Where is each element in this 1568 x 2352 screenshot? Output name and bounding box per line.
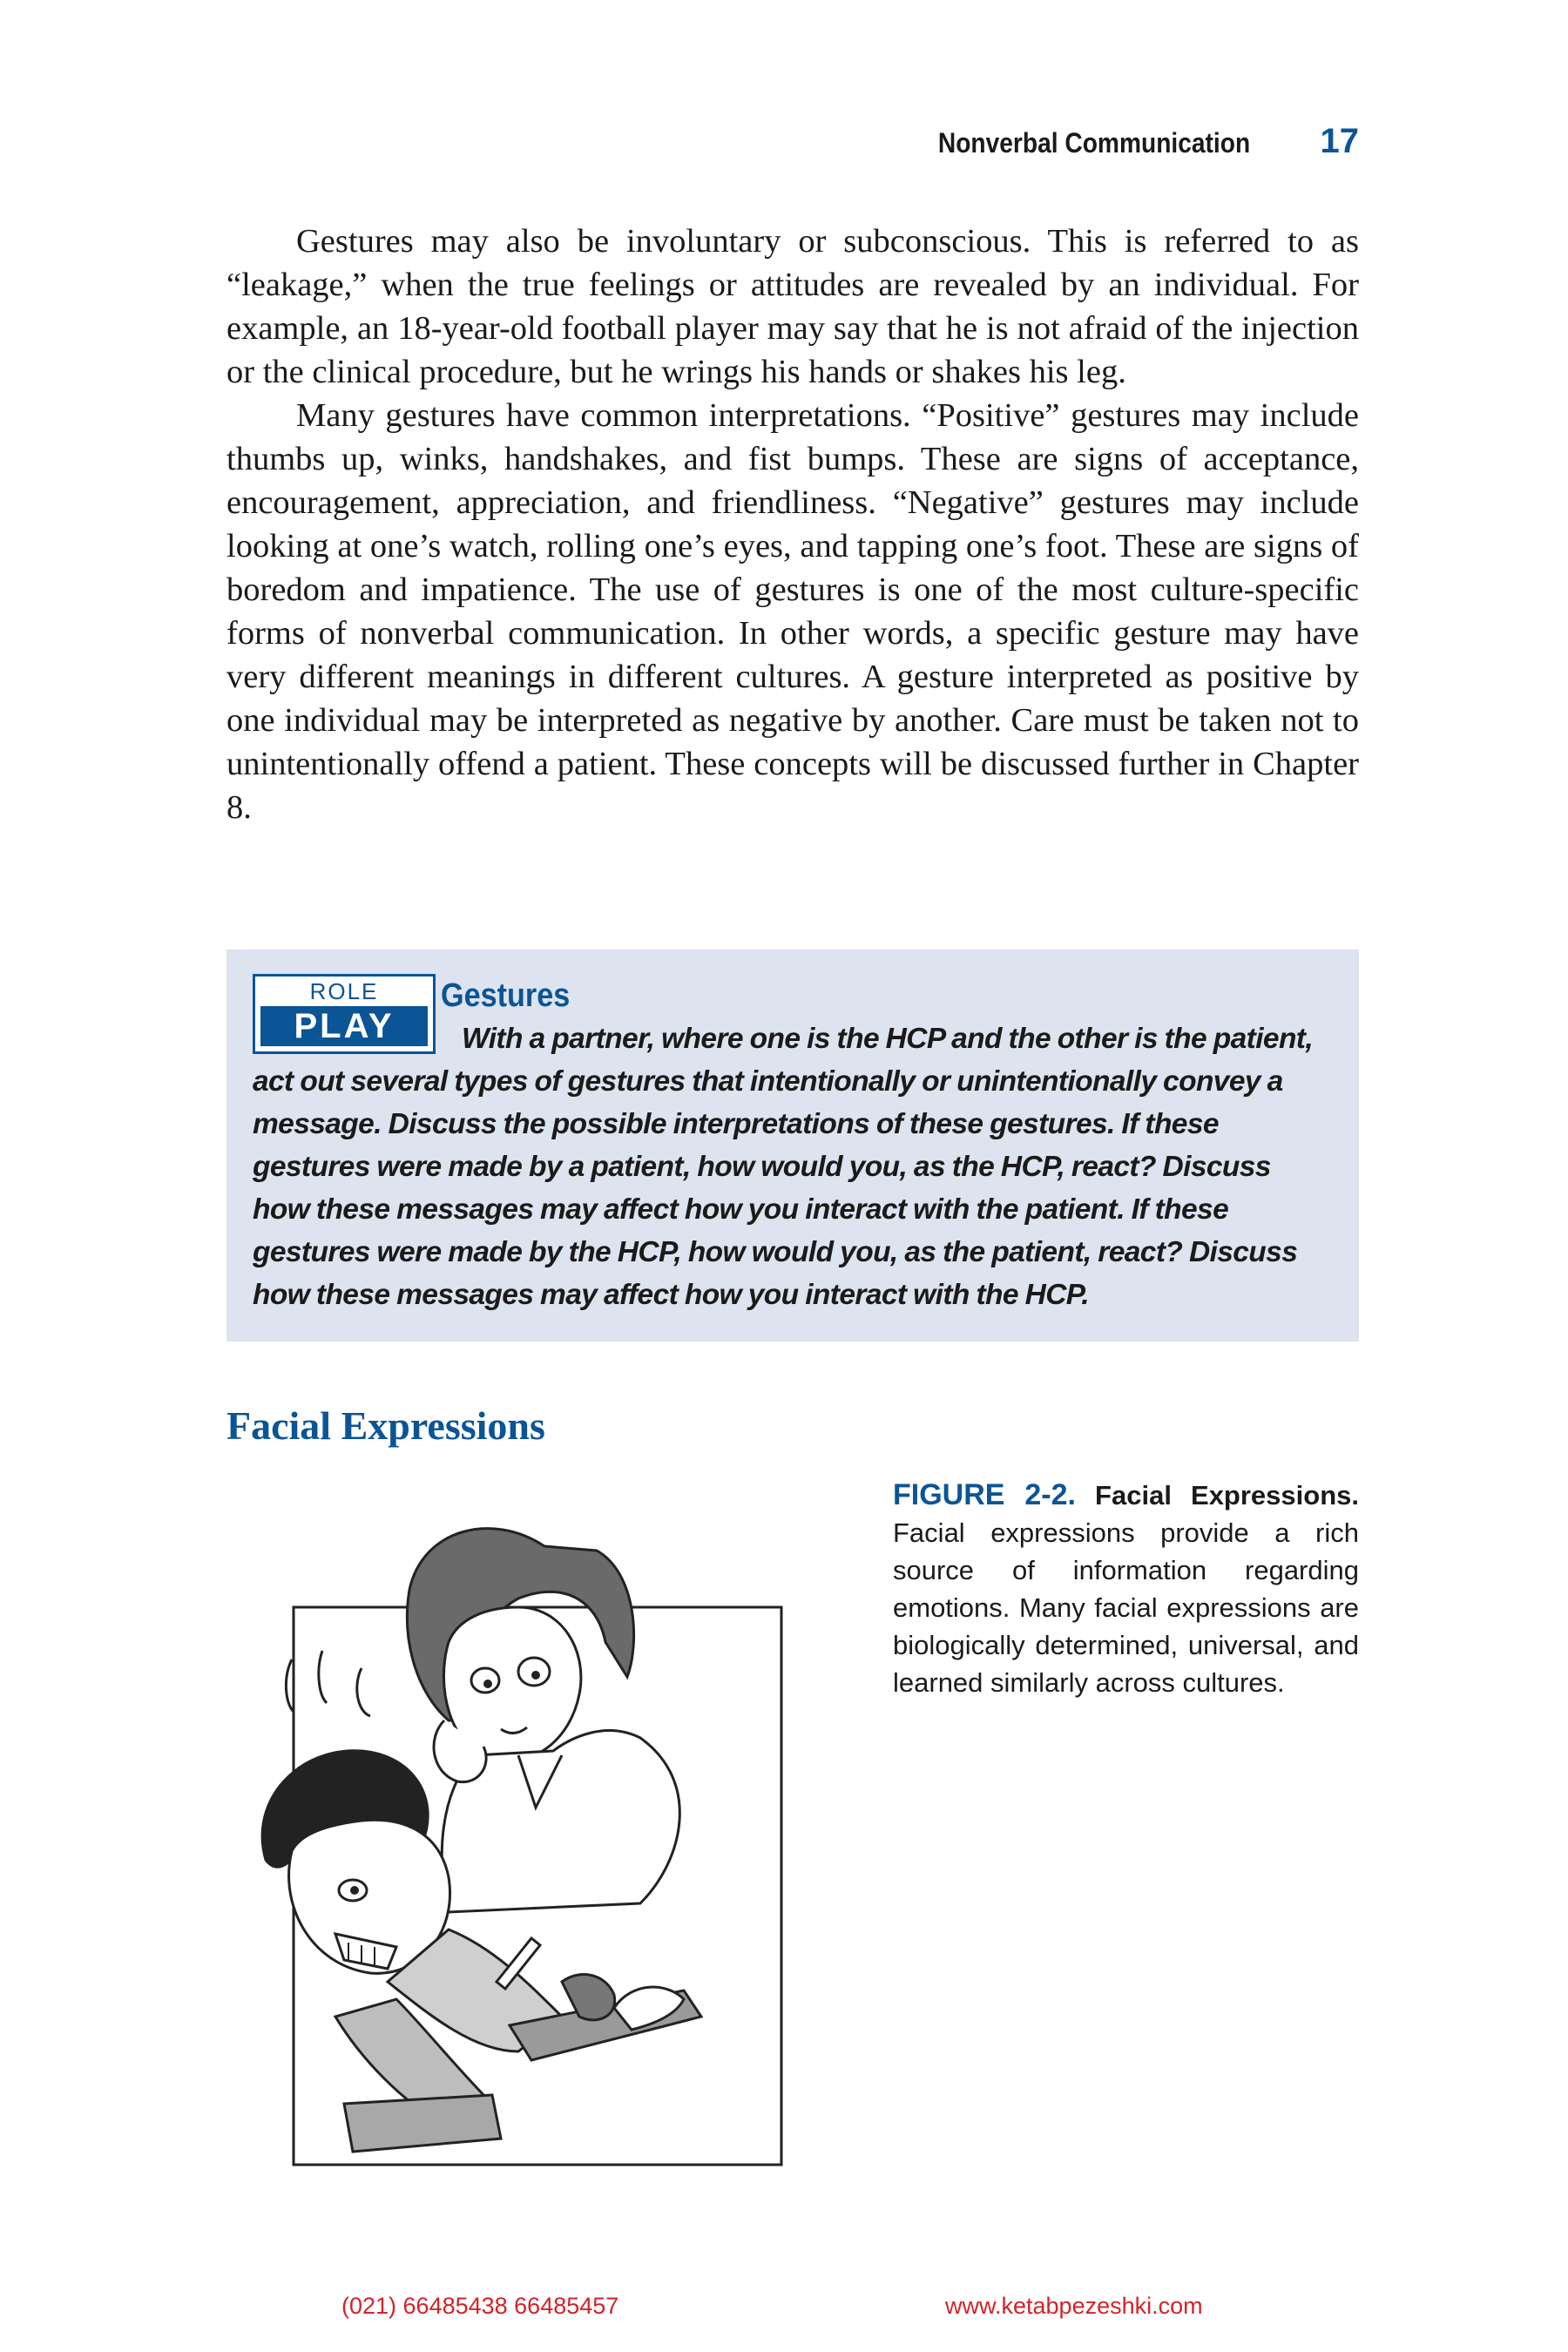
body-text [226,220,1359,829]
paragraph: Many gestures have common interpretations. “Positive” gestures may include thumbs up, winks, handshakes, and fist bumps. These are signs of acceptance, encouragement, appreciation, and friendliness. “Negative” gestures may include looking at one’s watch, rolling one’s eyes, and tapping one’s foot. These are signs of boredom and impatience. The use of gestures is one of the most culture-specific forms of nonverbal communication. In other words, a specific gesture may have very different meanings in different cultures. A gesture interpreted as positive by one individual may be interpreted as negative by another. Care must be taken not to unintentionally offend a patient. These concepts will be discussed further in Chapter 8. [226,397,1359,826]
figure-title: Facial Expressions. [1095,1480,1359,1511]
paragraph: Gestures may also be involuntary or subconscious. This is referred to as “leakage,” when the true feelings or attitudes are revealed by an individual. For example, an 18-year-old football player may say that he is not afraid of the injection or the clinical procedure, but he wrings his hands or shakes his leg. [226,223,1359,390]
figure-illustration [231,1494,858,2191]
page-number: 17 [1320,122,1359,160]
footer [0,2293,1568,2328]
badge-bottom-text: PLAY [260,1006,428,1046]
badge-top-text: ROLE [309,978,379,1004]
figure-caption-text: Facial expressions provide a rich source of information regarding emotions. Many facial expressions are biologically determined, universal, and learned similarly across cultures. [893,1517,1359,1698]
running-title: Nonverbal Communication [938,127,1251,159]
figure-caption [893,1477,1359,1701]
role-play-text: With a partner, where one is the HCP and the other is the patient, act out several types of gestures that intentionally or unintentionally convey a message. Discuss the possible interpretations of these gestures. If these gestures were made by a patient, how would you, as the HCP, react? Discuss how these messages may affect how you interact with the patient. If these gestures were made by the HCP, how would you, as the patient, react? Discuss how these messages may affect how you interact with the HCP. [253,1023,1314,1311]
running-head [226,122,1359,174]
role-play-title: Gestures [441,977,571,1014]
figure-label: FIGURE 2-2. [893,1478,1076,1511]
role-play-box [226,950,1359,1342]
board [344,2095,501,2152]
footer-url[interactable]: www.ketabpezeshki.com [945,2293,1203,2319]
section-heading: Facial Expressions [226,1403,545,1448]
footer-phone: (021) 66485438 66485457 [341,2293,619,2319]
